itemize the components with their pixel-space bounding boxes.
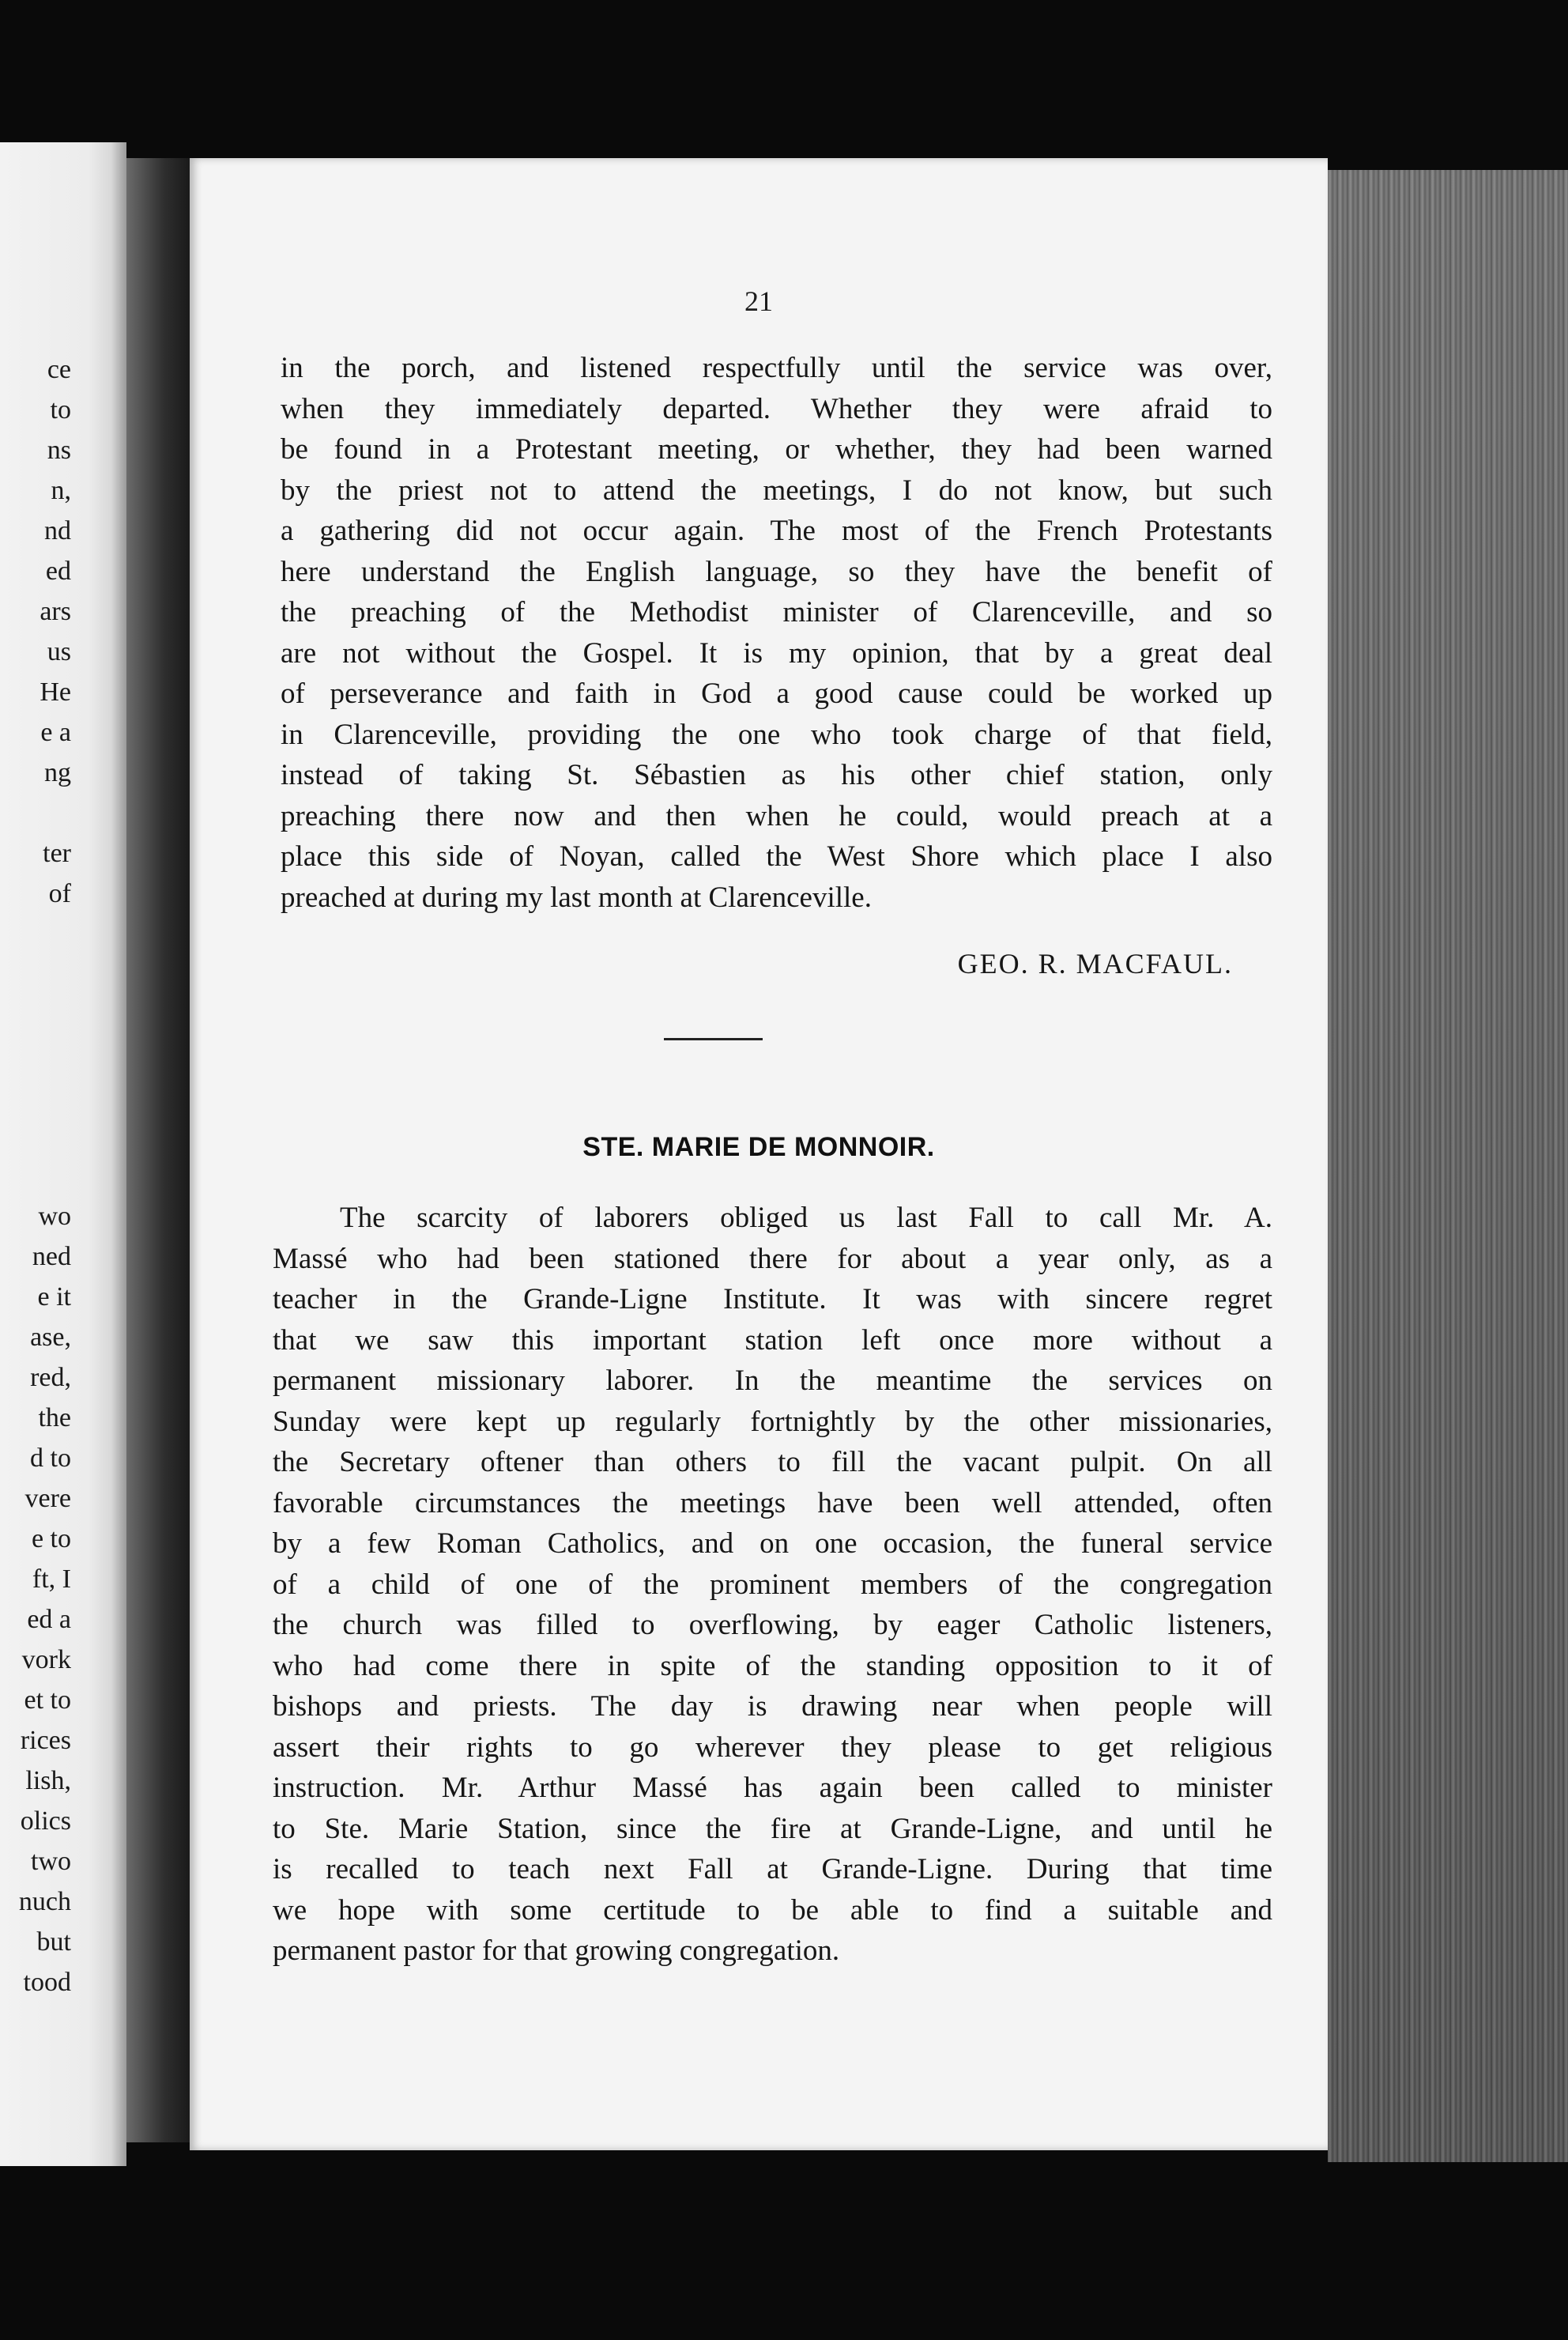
previous-page-fragment: wo [38,1202,71,1231]
text-line: permanent pastor for that growing congregation. [273,1934,840,1967]
text-line: favorable circumstances the meetings have been well attended, often [273,1486,1272,1519]
text-line: assert their rights to go wherever they please to get religious [273,1730,1272,1764]
previous-page-fragment: lish, [25,1766,71,1795]
text-line: by a few Roman Catholics, and on one occasion, the funeral service [273,1527,1272,1560]
signature: GEO. R. MACFAUL. [957,948,1233,979]
previous-page-fragment: ed a [27,1605,71,1634]
previous-page-edge [0,142,126,2166]
previous-page-fragment: He [40,677,71,707]
text-line: bishops and priests. The day is drawing near when people will [273,1690,1272,1723]
text-line: to Ste. Marie Station, since the fire at Grande-Ligne, and until he [273,1812,1272,1845]
text-line: of perseverance and faith in God a good cause could be worked up [281,677,1272,710]
text-line: instead of taking St. Sébastien as his other chief station, only [281,759,1272,791]
previous-page-fragment [0,954,71,994]
previous-page-fragment: to [50,395,71,425]
previous-page-fragment: et to [24,1685,71,1715]
text-line: here understand the English language, so they have the benefit of [281,555,1272,588]
previous-page-text-fragments [0,349,71,2002]
text-line: be found in a Protestant meeting, or whether, they had been warned [281,433,1272,466]
previous-page-fragment: ft, I [32,1564,71,1594]
text-line: instruction. Mr. Arthur Massé has again been called to minister [273,1772,1272,1804]
text-line: when they immediately departed. Whether they were afraid to [281,392,1272,425]
paragraph-west-shore [281,348,1272,918]
section-divider [664,1038,763,1040]
previous-page-fragment: the [38,1403,71,1432]
previous-page-fragment [0,1156,71,1196]
previous-page-fragment: vere [24,1484,71,1513]
text-line: in the porch, and listened respectfully until the service was over, [281,352,1272,384]
previous-page-fragment: e a [40,718,71,747]
scanned-page [190,158,1328,2150]
previous-page-fragment: ed [45,557,71,586]
previous-page-fragment: red, [30,1363,71,1392]
previous-page-fragment: ns [47,436,71,465]
text-line: is recalled to teach next Fall at Grande-Ligne. During that time [273,1853,1272,1885]
text-line: by the priest not to attend the meetings, I do not know, but such [281,474,1272,507]
text-line: teacher in the Grande-Ligne Institute. It was with sincere regret [273,1283,1272,1315]
previous-page-fragment: ter [43,839,71,868]
previous-page-fragment [0,1035,71,1075]
text-line: a gathering did not occur again. The most of the French Protestants [281,515,1272,547]
previous-page-fragment: tood [23,1968,71,1997]
text-line: the preaching of the Methodist minister of Clarenceville, and so [281,596,1272,628]
previous-page-fragment: n, [51,476,71,505]
text-line: preached at during my last month at Clarenceville. [281,881,872,914]
text-line: of a child of one of the prominent members of the congregation [273,1568,1272,1601]
previous-page-fragment: two [31,1847,71,1876]
previous-page-fragment: ng [44,758,71,787]
section-heading: STE. MARIE DE MONNOIR. [582,1132,935,1162]
previous-page-fragment: e it [37,1282,71,1312]
previous-page-fragment: but [36,1927,71,1957]
previous-page-fragment: nd [44,516,71,545]
previous-page-fragment [0,914,71,954]
text-line: who had come there in spite of the standing opposition to it of [273,1649,1272,1682]
book-gutter [126,158,190,2142]
text-line: preaching there now and then when he could, would preach at a [281,799,1272,832]
previous-page-fragment: ars [40,597,71,626]
previous-page-fragment [0,994,71,1035]
previous-page-fragment: rices [20,1726,71,1755]
previous-page-fragment: us [47,637,71,666]
text-line: we hope with some certitude to be able to find a suitable and [273,1893,1272,1927]
previous-page-fragment: vork [21,1645,71,1674]
previous-page-fragment: ase, [30,1323,71,1352]
previous-page-fragment: of [48,879,71,908]
text-line: place this side of Noyan, called the West Shore which place I also [281,840,1272,873]
text-line: that we saw this important station left once more without a [273,1323,1272,1357]
previous-page-fragment: d to [30,1444,71,1473]
previous-page-fragment [0,1075,71,1115]
text-line: Sunday were kept up regularly fortnightly by the other missionaries, [273,1405,1272,1438]
previous-page-fragment [0,793,71,833]
paragraph-ste-marie [273,1198,1272,1972]
text-line: the church was filled to overflowing, by eager Catholic listeners, [273,1609,1272,1641]
book-page-block [1328,170,1568,2162]
previous-page-fragment: ce [47,355,71,384]
text-line: Massé who had been stationed there for about a year only, as a [273,1242,1272,1275]
text-line: in Clarenceville, providing the one who took charge of that field, [281,718,1272,751]
text-line: are not without the Gospel. It is my opinion, that by a great deal [281,636,1272,670]
previous-page-fragment: ned [32,1242,71,1271]
previous-page-fragment: olics [20,1806,71,1836]
text-line: The scarcity of laborers obliged us last Fall to call Mr. A. [340,1202,1272,1234]
text-line: permanent missionary laborer. In the meantime the services on [273,1364,1272,1397]
previous-page-fragment: e to [31,1524,71,1553]
previous-page-fragment [0,1115,71,1156]
text-line: the Secretary oftener than others to fill the vacant pulpit. On all [273,1446,1272,1478]
previous-page-fragment: nuch [18,1887,71,1916]
page-number: 21 [744,285,773,317]
